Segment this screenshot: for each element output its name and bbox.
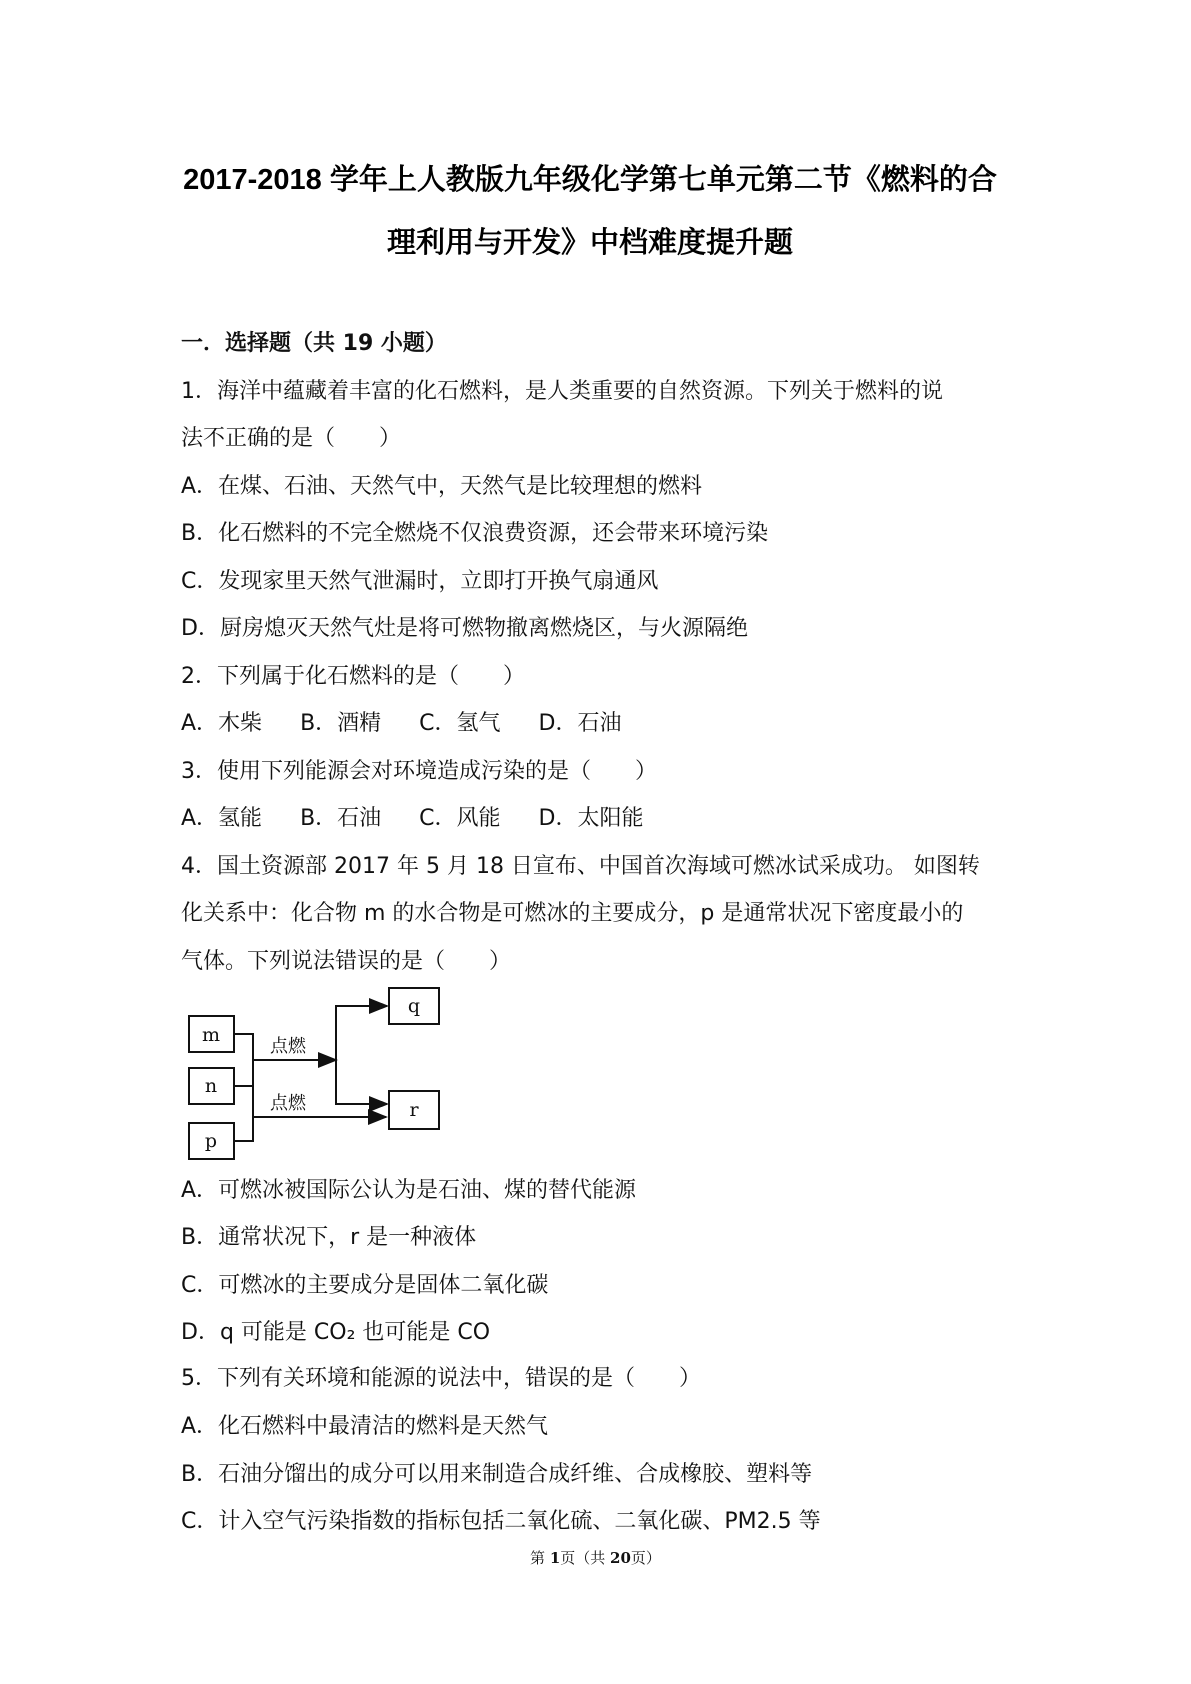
q5-option-b: B．石油分馏出的成分可以用来制造合成纤维、合成橡胶、塑料等 (181, 1462, 813, 1487)
q3-options-row (181, 804, 681, 834)
q3-option-b: B．石油 (300, 806, 382, 831)
arrow-ignite-1-label: 点燃 (270, 1036, 306, 1057)
q3-option-d: D．太阳能 (538, 806, 644, 831)
q2-option-c: C．氢气 (419, 711, 501, 736)
q1-stem-line-2: 法不正确的是（ ） (181, 426, 402, 451)
title-line-2: 理利用与开发》中档难度提升题 (386, 227, 793, 259)
footer-suffix: 页） (630, 1549, 661, 1567)
q1-option-b: B．化石燃料的不完全燃烧不仅浪费资源，还会带来环境污染 (181, 521, 769, 546)
q5-stem: 5．下列有关环境和能源的说法中，错误的是（ ） (181, 1366, 701, 1391)
q4-option-b: B．通常状况下，r 是一种液体 (181, 1225, 477, 1250)
footer-middle: 页（共 (560, 1549, 611, 1567)
footer-page-number: 1 (549, 1549, 561, 1567)
box-n-label: n (204, 1075, 218, 1097)
q2-options-row (181, 709, 659, 739)
q4-stem-line-2: 化关系中：化合物 m 的水合物是可燃冰的主要成分，p 是通常状况下密度最小的 (181, 901, 964, 926)
q4-stem-line-3: 气体。下列说法错误的是（ ） (181, 949, 512, 974)
title-line-1: 2017-2018 学年上人教版九年级化学第七单元第二节《燃料的合 (183, 164, 997, 196)
section-heading: 一．选择题（共 19 小题） (181, 331, 447, 356)
q3-stem: 3．使用下列能源会对环境造成污染的是（ ） (181, 759, 657, 784)
q4-option-c: C．可燃冰的主要成分是固体二氧化碳 (181, 1273, 549, 1298)
q4-stem-line-1: 4．国土资源部 2017 年 5 月 18 日宣布、中国首次海域可燃冰试采成功。 如图转 (181, 854, 980, 879)
q5-option-a: A．化石燃料中最清洁的燃料是天然气 (181, 1414, 549, 1439)
q5-option-c: C．计入空气污染指数的指标包括二氧化硫、二氧化碳、PM2.5 等 (181, 1509, 821, 1534)
bracket-m-n (234, 1034, 253, 1086)
q2-option-d: D．石油 (538, 711, 622, 736)
q2-option-b: B．酒精 (300, 711, 382, 736)
q3-option-c: C．风能 (419, 806, 501, 831)
q2-option-a: A．木柴 (181, 711, 263, 736)
box-m-label: m (201, 1024, 221, 1046)
box-r-label: r (409, 1099, 419, 1121)
arrow-ignite-2-label: 点燃 (270, 1093, 306, 1114)
q1-option-a: A．在煤、石油、天然气中，天然气是比较理想的燃料 (181, 474, 703, 499)
q4-option-a: A．可燃冰被国际公认为是石油、煤的替代能源 (181, 1178, 637, 1203)
arrow-to-q (336, 1006, 387, 1060)
box-p-label: p (204, 1130, 218, 1152)
bracket-n-p (234, 1086, 253, 1141)
q1-stem-line-1: 1．海洋中蕴藏着丰富的化石燃料，是人类重要的自然资源。下列关于燃料的说 (181, 379, 943, 404)
footer-prefix: 第 (530, 1549, 550, 1567)
arrow-to-r-upper (336, 1060, 387, 1104)
q2-stem: 2．下列属于化石燃料的是（ ） (181, 664, 525, 689)
box-q-label: q (407, 995, 421, 1017)
q1-option-c: C．发现家里天然气泄漏时，立即打开换气扇通风 (181, 569, 659, 594)
reaction-diagram (181, 980, 451, 1160)
footer-total-pages: 20 (610, 1549, 631, 1567)
q4-option-d: D．q 可能是 CO₂ 也可能是 CO (181, 1320, 491, 1345)
q3-option-a: A．氢能 (181, 806, 263, 831)
q1-option-d: D．厨房熄灭天然气灶是将可燃物撤离燃烧区，与火源隔绝 (181, 616, 748, 641)
page-footer (0, 1547, 1191, 1568)
